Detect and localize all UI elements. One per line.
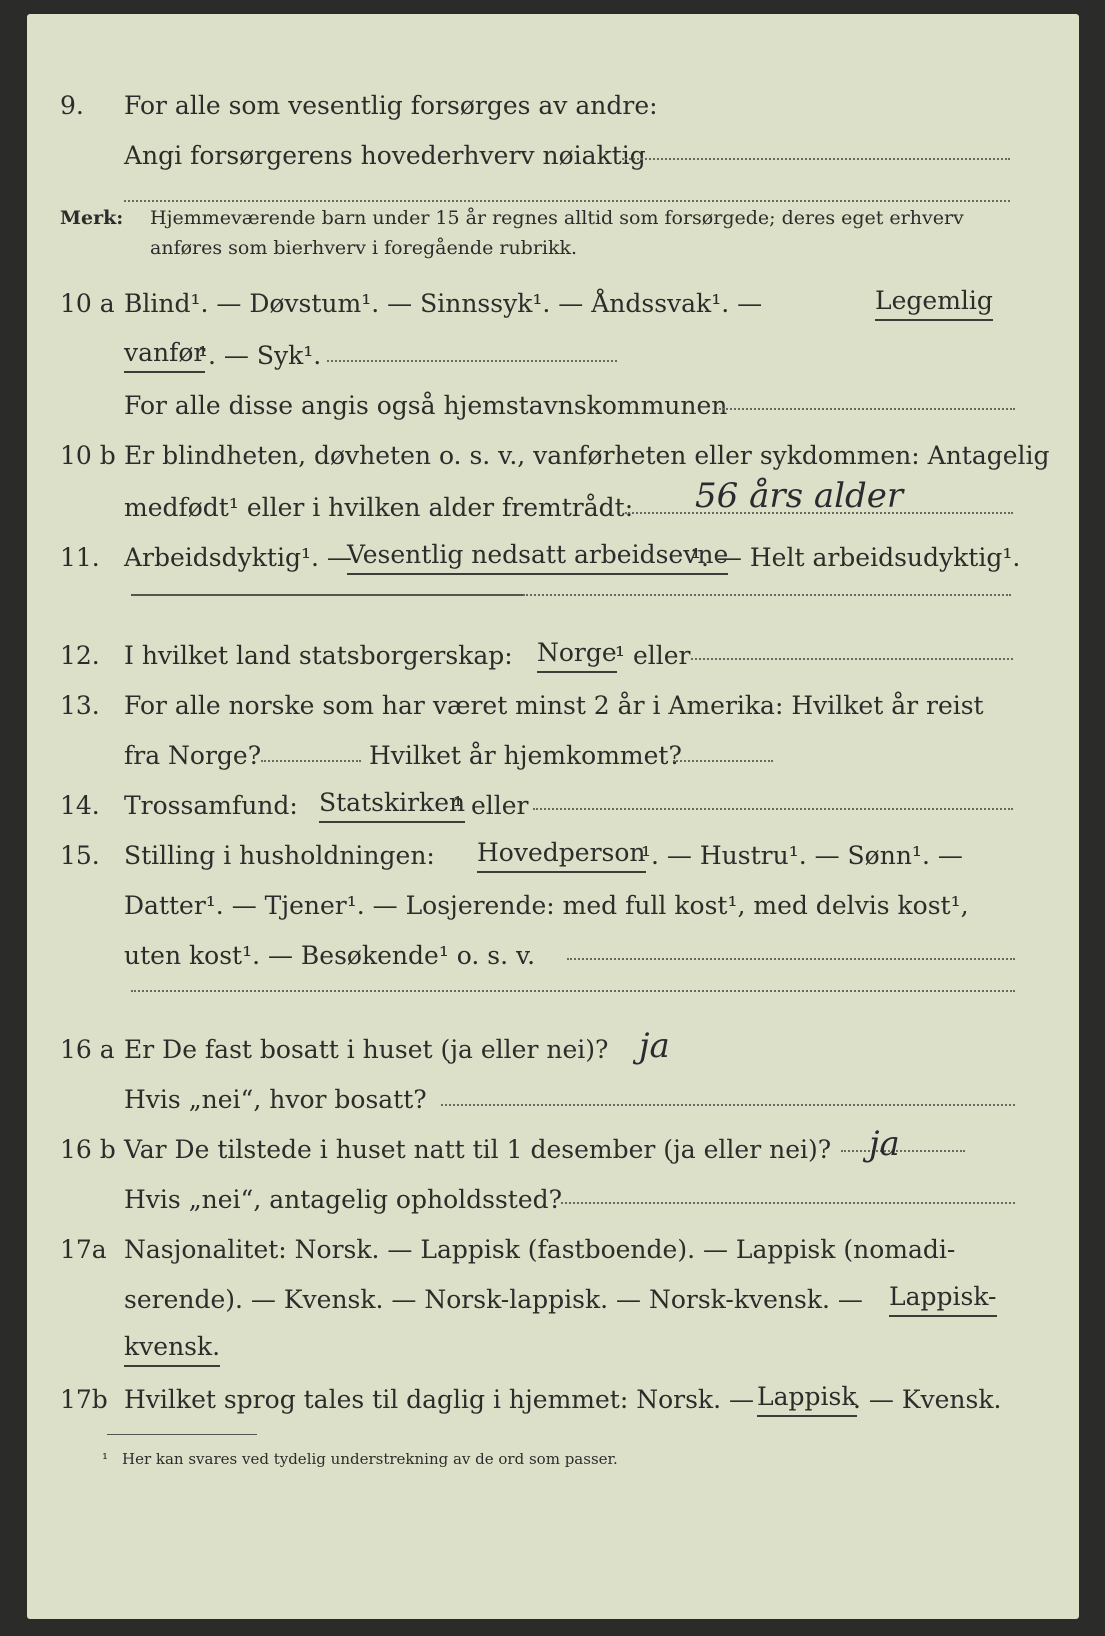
q10a-hometown-line [719,408,1015,410]
q10a-legemlig: Legemlig [875,284,993,321]
merk-line1: Hjemmeværende barn under 15 år regnes alltid som forsørgede; deres eget erhverv [150,207,964,229]
q9-line2: Angi forsørgerens hovederhverv nøiaktig [124,141,646,170]
q14-answer-line [533,808,1013,810]
question-16b [27,1124,1079,1170]
q16a-line1: Er De fast bosatt i huset (ja eller nei)? [124,1035,609,1064]
question-9 [27,86,1079,126]
q10a-answer-line [327,360,617,362]
q17b-number: 17b [60,1385,108,1414]
merk-note [60,204,964,233]
q17b-pre: Hvilket sprog tales til daglig i hjemmet: Norsk. — [124,1385,754,1414]
q16a-answer-line [441,1104,1015,1106]
q17a-line3-row [27,1330,1079,1370]
q11-pre: Arbeidsdyktig¹. — [124,543,352,572]
census-form-page [27,14,1079,1619]
q17a-lappisk-underlined: Lappisk- [889,1280,997,1317]
q12-underlined: Norge [537,636,617,673]
q10b-line1: Er blindheten, døvheten o. s. v., vanførheten eller sykdommen: Antagelig [124,441,1050,470]
q10a-number: 10 a [60,289,115,318]
q16b-answer-line [841,1150,965,1152]
q17a-line2: serende). — Kvensk. — Norsk-lappisk. — Norsk-kvensk. — [124,1285,863,1314]
q16b-handwritten-answer: ja [869,1124,900,1164]
q17a-number: 17a [60,1235,107,1264]
q13-year-left-line [261,760,361,762]
footnote-separator [107,1434,257,1435]
q9-line2-row [27,136,1079,176]
q11-rule-dotted [523,594,1011,596]
q15-line2-row [27,886,1079,926]
q17a-line2-row [27,1280,1079,1320]
q11-number: 11. [60,543,100,572]
q15-line3-row [27,936,1079,976]
q10a-syk: ¹. — Syk¹. [198,341,322,370]
q17a-kvensk-underlined: kvensk. [124,1330,220,1367]
merk-label: Merk: [60,207,124,229]
q15-pre: Stilling i husholdningen: [124,841,435,870]
q10b-line2: medfødt¹ eller i hvilken alder fremtrådt: [124,493,634,522]
q10b-number: 10 b [60,441,116,470]
q12-number: 12. [60,641,100,670]
footnote-text: Her kan svares ved tydelig understrekning av de ord som passer. [122,1450,618,1468]
q9-number: 9. [60,91,84,120]
q12-post: ¹ eller [615,641,691,670]
q13-line1: For alle norske som har været minst 2 år i Amerika: Hvilket år reist [124,691,984,720]
question-11 [27,538,1079,578]
q14-underlined: Statskirken [319,786,465,823]
q15-number: 15. [60,841,100,870]
footnote-mark: ¹ [102,1450,109,1468]
q10b-handwritten-answer: 56 års alder [695,476,904,516]
question-10b [27,436,1079,476]
q17b-post: . — Kvensk. [853,1385,1002,1414]
merk-line2: anføres som bierhverv i foregående rubrikk. [150,237,578,259]
q13-year-returned-line [673,760,773,762]
q16b-line2-row [27,1180,1079,1220]
q10a-line3: For alle disse angis også hjemstavnskommunen [124,391,728,420]
footnote [102,1450,618,1468]
q12-pre: I hvilket land statsborgerskap: [124,641,513,670]
q15-line2: Datter¹. — Tjener¹. — Losjerende: med full kost¹, med delvis kost¹, [124,891,969,920]
q9-extra-line [124,200,1010,202]
q15-answer-line [567,958,1015,960]
q16a-line2: Hvis „nei“, hvor bosatt? [124,1085,427,1114]
q16a-number: 16 a [60,1035,115,1064]
question-12 [27,636,1079,676]
q12-answer-line [691,658,1013,660]
q11-rule-solid [131,594,523,596]
q16b-line2: Hvis „nei“, antagelig opholdssted? [124,1185,563,1214]
q10a-line3-row [27,386,1079,426]
question-13 [27,686,1079,726]
q16b-number: 16 b [60,1135,116,1164]
question-10a [27,284,1079,324]
q11-post: ¹. — Helt arbeidsudyktig¹. [691,543,1021,572]
q15-underlined: Hovedperson [477,836,646,873]
q16b-place-line [561,1202,1015,1204]
q9-answer-line [622,158,1010,160]
q17b-underlined: Lappisk [757,1380,857,1417]
q16a-handwritten-answer: ja [639,1026,670,1066]
question-15 [27,836,1079,876]
q10a-items: Blind¹. — Døvstum¹. — Sinnssyk¹. — Åndssvak¹. — [124,289,763,318]
question-17b [27,1380,1079,1420]
q15-extra-line [131,990,1015,992]
question-16a [27,1026,1079,1070]
q13-line2b: Hvilket år hjemkommet? [369,741,682,770]
q14-pre: Trossamfund: [124,791,298,820]
q15-line3: uten kost¹. — Besøkende¹ o. s. v. [124,941,536,970]
q16a-line2-row [27,1080,1079,1120]
q15-post: ¹. — Hustru¹. — Sønn¹. — [641,841,963,870]
q13-number: 13. [60,691,100,720]
q17a-line1: Nasjonalitet: Norsk. — Lappisk (fastboende). — Lappisk (nomadi- [124,1235,956,1264]
q16b-line1: Var De tilstede i huset natt til 1 desember (ja eller nei)? [124,1135,832,1164]
q10a-line2-row [27,336,1079,376]
q13-line2-row [27,736,1079,776]
q14-number: 14. [60,791,100,820]
q10a-vanfor: vanfør [124,336,205,373]
q10b-line2-row [27,476,1079,528]
question-14 [27,786,1079,826]
q11-underlined: Vesentlig nedsatt arbeidsevne [347,538,728,575]
q9-line1: For alle som vesentlig forsørges av andre: [124,91,658,120]
question-17a [27,1230,1079,1270]
q13-line2a: fra Norge? [124,741,262,770]
q14-post: ¹ eller [453,791,529,820]
